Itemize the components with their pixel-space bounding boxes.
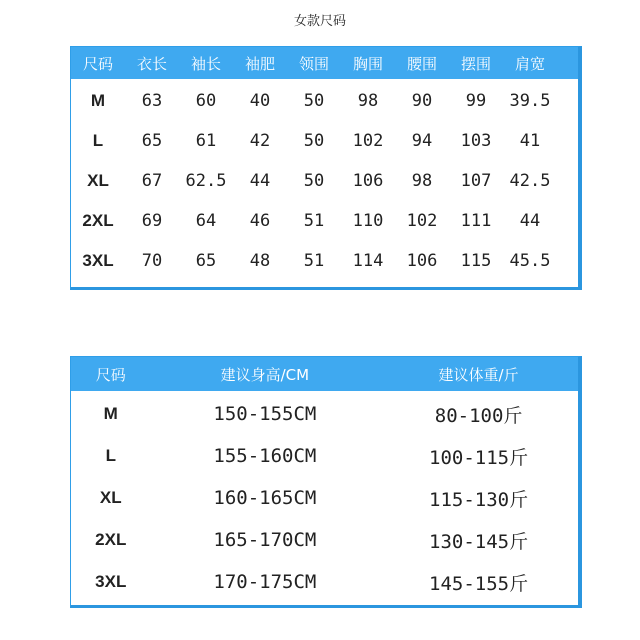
measurement-cell: 98 <box>357 91 379 111</box>
header-cell: 肩宽 <box>514 54 545 73</box>
measurement-cell: 98 <box>411 171 433 191</box>
header-cell: 领围 <box>298 54 329 73</box>
size-cell: 2XL <box>95 530 127 549</box>
measurement-cell: 50 <box>303 171 325 191</box>
weight-cell: 115-130斤 <box>429 488 529 511</box>
measurement-cell: 48 <box>249 251 271 271</box>
table-body <box>71 391 578 603</box>
measurement-cell: 42 <box>249 131 271 151</box>
weight-cell: 145-155斤 <box>429 572 529 595</box>
measurement-cell: 106 <box>352 171 384 191</box>
measurement-cell: 50 <box>303 131 325 151</box>
size-recommendation-table <box>70 356 582 608</box>
header-cell: 建议体重/斤 <box>438 365 519 384</box>
header-cell: 衣长 <box>136 54 167 73</box>
measurement-cell: 115 <box>460 251 492 271</box>
table-row <box>71 201 578 241</box>
header-cell: 袖长 <box>190 54 221 73</box>
measurement-cell: 70 <box>141 251 163 271</box>
header-cell: 尺码 <box>82 54 113 73</box>
size-cell: 3XL <box>95 572 127 591</box>
measurement-cell: 61 <box>195 131 217 151</box>
measurement-cell: 103 <box>460 131 492 151</box>
measurement-cell: 63 <box>141 91 163 111</box>
measurement-cell: 51 <box>303 211 325 231</box>
table-row <box>71 121 578 161</box>
measurement-cell: 111 <box>460 211 492 231</box>
header-cell: 腰围 <box>406 54 437 73</box>
table-header <box>71 357 578 391</box>
height-cell: 150-155CM <box>213 403 317 425</box>
table-row <box>71 519 578 561</box>
measurement-cell: 102 <box>406 211 438 231</box>
size-cell: L <box>92 131 104 150</box>
measurement-cell: 44 <box>519 211 541 231</box>
height-cell: 170-175CM <box>213 571 317 593</box>
table-row <box>71 241 578 281</box>
measurement-cell: 99 <box>465 91 487 111</box>
height-cell: 155-160CM <box>213 445 317 467</box>
measurement-cell: 65 <box>141 131 163 151</box>
header-cell: 袖肥 <box>244 54 275 73</box>
page-title: 女款尺码 <box>293 14 346 29</box>
header-cell: 胸围 <box>352 54 383 73</box>
measurement-cell: 94 <box>411 131 433 151</box>
header-cell: 摆围 <box>460 54 491 73</box>
size-cell: L <box>105 446 116 465</box>
measurement-cell: 67 <box>141 171 163 191</box>
size-cell: XL <box>87 171 109 190</box>
measurement-cell: 114 <box>352 251 384 271</box>
measurement-cell: 69 <box>141 211 163 231</box>
measurement-cell: 42.5 <box>509 171 551 191</box>
height-cell: 165-170CM <box>213 529 317 551</box>
table-row <box>71 561 578 603</box>
table-header <box>71 47 578 79</box>
measurement-cell: 39.5 <box>509 91 551 111</box>
measurement-cell: 64 <box>195 211 217 231</box>
size-cell: 2XL <box>82 211 114 230</box>
measurement-cell: 45.5 <box>509 251 551 271</box>
table-row <box>71 393 578 435</box>
measurement-cell: 90 <box>411 91 433 111</box>
measurement-cell: 107 <box>460 171 492 191</box>
measurement-cell: 46 <box>249 211 271 231</box>
table-row <box>71 81 578 121</box>
size-cell: 3XL <box>82 251 114 270</box>
measurement-cell: 65 <box>195 251 217 271</box>
measurement-cell: 40 <box>249 91 271 111</box>
table-row <box>71 477 578 519</box>
measurement-cell: 106 <box>406 251 438 271</box>
size-cell: M <box>103 404 118 423</box>
weight-cell: 130-145斤 <box>429 530 529 553</box>
size-measurement-table <box>70 46 582 290</box>
table-body <box>71 79 578 281</box>
weight-cell: 80-100斤 <box>434 404 523 427</box>
size-cell: M <box>90 91 106 110</box>
measurement-cell: 44 <box>249 171 271 191</box>
measurement-cell: 62.5 <box>185 171 227 191</box>
measurement-cell: 102 <box>352 131 384 151</box>
size-cell: XL <box>99 488 122 507</box>
header-cell: 建议身高/CM <box>220 365 310 384</box>
measurement-cell: 41 <box>519 131 541 151</box>
measurement-cell: 110 <box>352 211 384 231</box>
measurement-cell: 60 <box>195 91 217 111</box>
measurement-cell: 50 <box>303 91 325 111</box>
table-row <box>71 161 578 201</box>
weight-cell: 100-115斤 <box>429 446 529 469</box>
height-cell: 160-165CM <box>213 487 317 509</box>
table-row <box>71 435 578 477</box>
header-cell: 尺码 <box>95 365 126 384</box>
measurement-cell: 51 <box>303 251 325 271</box>
